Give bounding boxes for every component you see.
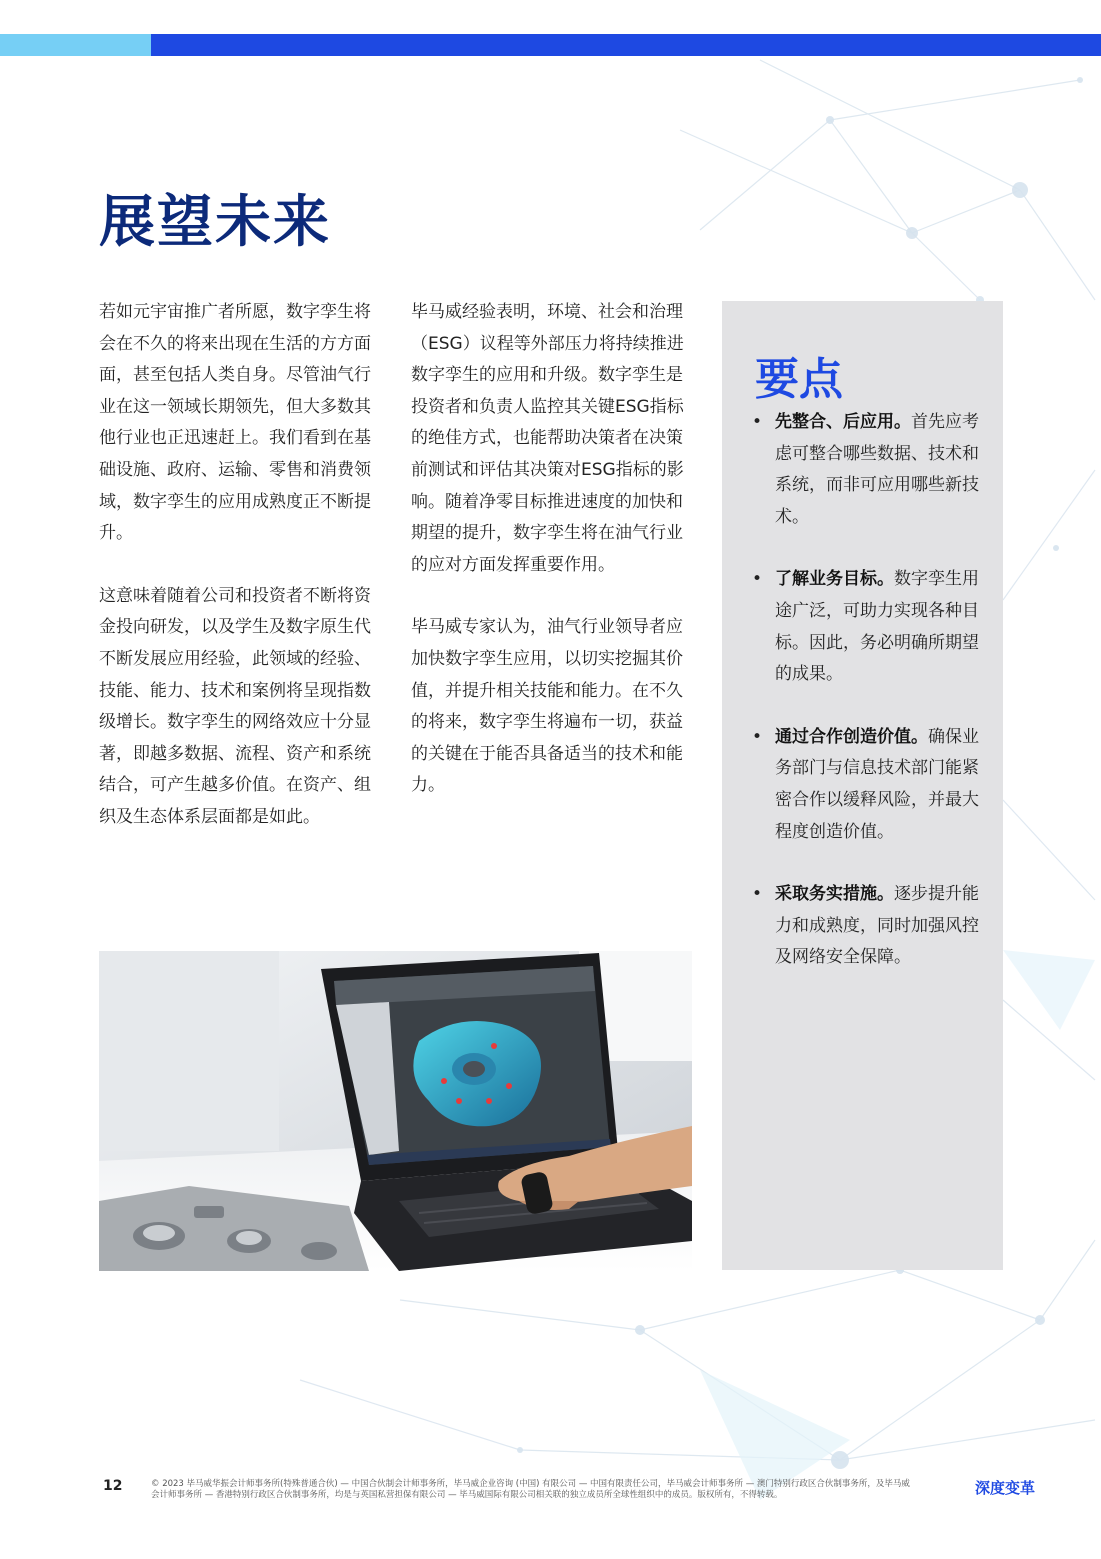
key-point-text: 逐步提升能力和成熟度，同时加强风控及网络安全保障。 <box>775 884 979 968</box>
key-points-title: 要点 <box>755 354 843 405</box>
bullet-icon: • <box>752 412 763 432</box>
footer-brand: 深度变革 <box>975 1479 1036 1497</box>
body-paragraph: 毕马威经验表明，环境、社会和治理（ESG）议程等外部压力将持续推进数字孪生的应用和升级。数字孪生是投资者和负责人监控其关键ESG指标的绝佳方式，也能帮助决策者在决策前测试和评估其决策对ESG指标的影响。随着净零目标推进速度的加快和期望的提升，数字孪生将在油气行业的应对方面发挥重要作用。 <box>411 302 684 575</box>
key-point-item <box>752 879 992 974</box>
bullet-icon: • <box>752 884 763 905</box>
key-point-heading: 采取务实措施。 <box>775 884 894 905</box>
body-paragraph: 若如元宇宙推广者所愿，数字孪生将会在不久的将来出现在生活的方方面面，甚至包括人类自身。尽管油气行业在这一领域长期领先，但大多数其他行业也正迅速赶上。我们看到在基础设施、政府、运输、零售和消费领域，数字孪生的应用成熟度正不断提升。 <box>99 302 371 544</box>
body-paragraph: 毕马威专家认为，油气行业领导者应加快数字孪生应用，以切实挖掘其价值，并提升相关技能和能力。在不久的将来，数字孪生将遍布一切，获益的关键在于能否具备适当的技术和能力。 <box>411 617 683 796</box>
bullet-icon: • <box>752 569 763 590</box>
key-points-list <box>752 407 992 974</box>
top-accent-bar-light <box>0 34 151 56</box>
key-point-item <box>752 407 992 533</box>
key-point-text: 确保业务部门与信息技术部门能紧密合作以缓释风险，并最大程度创造价值。 <box>775 726 979 842</box>
key-point-heading: 通过合作创造价值。 <box>775 726 928 747</box>
page-title: 展望未来 <box>99 190 331 255</box>
body-paragraph: 这意味着随着公司和投资者不断将资金投向研发，以及学生及数字原生代不断发展应用经验，此领域的经验、技能、能力、技术和案例将呈现指数级增长。数字孪生的网络效应十分显著，即越多数据、流程、资产和系统结合，可产生越多价值。在资产、组织及生态体系层面都是如此。 <box>99 585 371 827</box>
laptop-3d-scan-photo <box>99 951 692 1271</box>
top-accent-bar-blue <box>151 34 1101 56</box>
body-column-2 <box>411 297 687 802</box>
key-point-heading: 了解业务目标。 <box>775 569 894 590</box>
page-number: 12 <box>103 1478 123 1494</box>
bullet-icon: • <box>752 726 763 747</box>
footer-legal-text: © 2023 毕马威华振会计师事务所(特殊普通合伙) — 中国合伙制会计师事务所，毕马威企业咨询 (中国) 有限公司 — 中国有限责任公司，毕马威会计师事务所 — 澳门特别行政区合伙制事务所，及毕马威会计师事务所 — 香港特别行政区合伙制事务所，均是与英国私营担保有限公司 — 毕马威国际有限公司相关联的独立成员所全球性组织中的成员。版权所有，不得转载。 <box>151 1479 910 1500</box>
key-point-text: 数字孪生用途广泛，可助力实现各种目标。因此，务必明确所期望的成果。 <box>775 569 979 685</box>
key-point-item <box>752 722 992 848</box>
key-point-text: 首先应考虑可整合哪些数据、技术和系统，而非可应用哪些新技术。 <box>775 412 979 527</box>
key-point-item <box>752 564 992 690</box>
key-point-heading: 先整合、后应用。 <box>775 412 911 432</box>
body-column-1 <box>99 297 375 834</box>
key-points-panel <box>722 301 1003 1270</box>
